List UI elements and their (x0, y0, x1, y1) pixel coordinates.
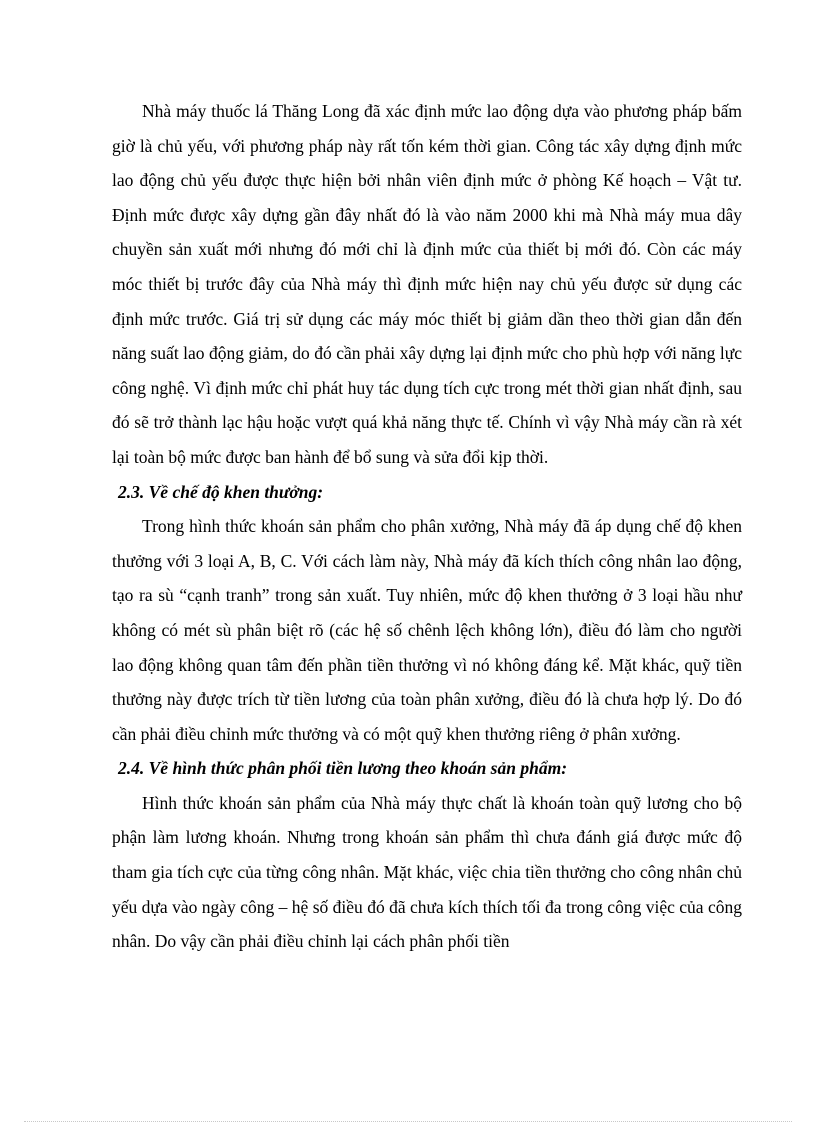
document-page (112, 94, 742, 959)
section-heading: 2.3. Về chế độ khen thưởng: (118, 481, 324, 502)
body-paragraph: Nhà máy thuốc lá Thăng Long đã xác định mức lao động dựa vào phương pháp bấm giờ là chủ yếu, với phương pháp này rất tốn kém thời gian. Công tác xây dựng định mức lao động chủ yếu được thực hiện bởi nhân viên định mức ở phòng Kế hoạch – Vật tư. Định mức được xây dựng gần đây nhất đó là vào năm 2000 khi mà Nhà máy mua dây chuyền sản xuất mới nhưng đó mới chỉ là định mức của thiết bị mới đó. Còn các máy móc thiết bị trước đây của Nhà máy thì định mức hiện nay chủ yếu được sử dụng các định mức trước. Giá trị sử dụng các máy móc thiết bị giảm dần theo thời gian dẫn đến năng suất lao động giảm, do đó cần phải xây dựng lại định mức cho phù hợp với năng lực công nghệ. Vì định mức chỉ phát huy tác dụng tích cực trong mét thời gian nhất định, sau đó sẽ trở thành lạc hậu hoặc vượt quá khả năng thực tế. Chính vì vậy Nhà máy cần rà xét lại toàn bộ mức được ban hành để bổ sung và sửa đổi kịp thời. (112, 101, 742, 467)
section-heading: 2.4. Về hình thức phân phối tiền lương theo khoán sản phẩm: (118, 758, 568, 779)
body-paragraph: Hình thức khoán sản phẩm của Nhà máy thực chất là khoán toàn quỹ lương cho bộ phận làm lương khoán. Nhưng trong khoán sản phẩm thì chưa đánh giá được mức độ tham gia tích cực của từng công nhân. Mặt khác, việc chia tiền thưởng cho công nhân chủ yếu dựa vào ngày công – hệ số điều đó đã chưa kích thích tối đa trong công việc của công nhân. Do vậy cần phải điều chỉnh lại cách phân phối tiền (112, 792, 742, 952)
page-bottom-divider (24, 1121, 792, 1122)
body-paragraph: Trong hình thức khoán sản phẩm cho phân xưởng, Nhà máy đã áp dụng chế độ khen thưởng với 3 loại A, B, C. Với cách làm này, Nhà máy đã kích thích công nhân lao động, tạo ra sù “cạnh tranh” trong sản xuất. Tuy nhiên, mức độ khen thưởng ở 3 loại hầu như không có mét sù phân biệt rõ (các hệ số chênh lệch không lớn), điều đó làm cho người lao động không quan tâm đến phần tiền thưởng vì nó không đáng kể. Mặt khác, quỹ tiền thưởng này được trích từ tiền lương của toàn phân xưởng, điều đó là chưa hợp lý. Do đó cần phải điều chỉnh mức thưởng và có một quỹ khen thưởng riêng ở phân xưởng. (112, 516, 742, 744)
